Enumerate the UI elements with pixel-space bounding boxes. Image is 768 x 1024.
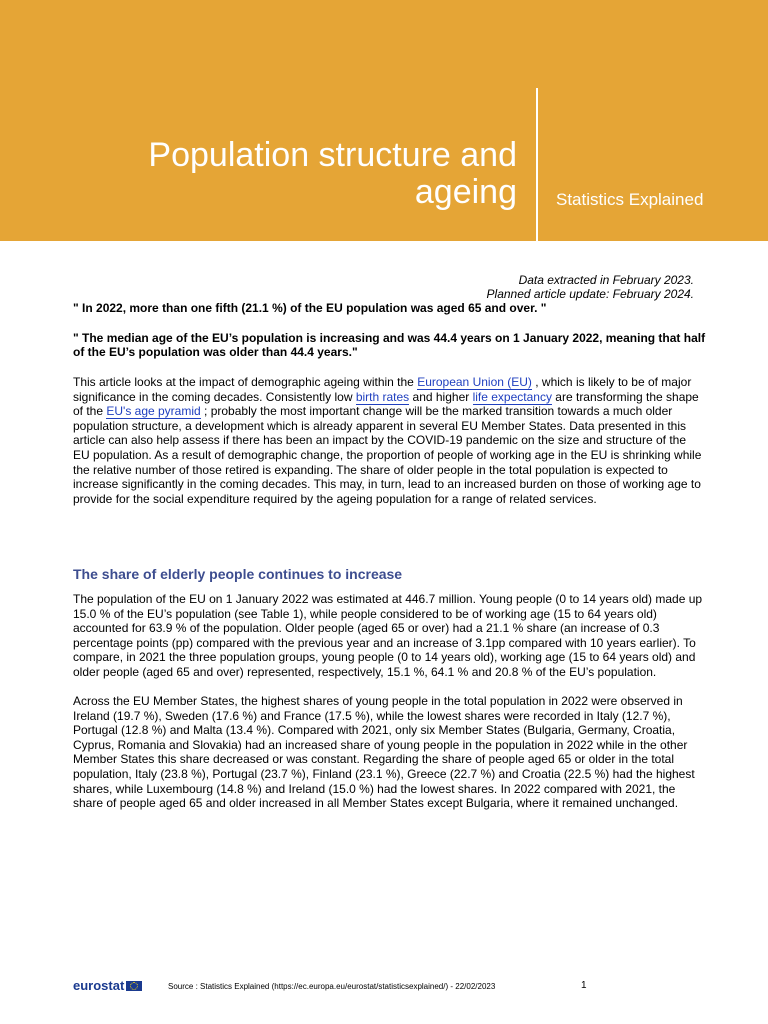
- article-meta: [487, 273, 694, 301]
- eurostat-logo: [73, 978, 142, 994]
- page-title: [148, 137, 517, 211]
- header-subtitle: Statistics Explained: [556, 190, 704, 209]
- title-line-2: ageing: [414, 173, 517, 211]
- footer-source: Source : Statistics Explained (https://ec.europa.eu/eurostat/statisticsexplained/) - 22/02/2023: [168, 982, 496, 991]
- intro-text-4: are transforming the shape of the: [73, 389, 699, 419]
- intro-paragraph: [73, 375, 705, 506]
- header-banner: [0, 0, 768, 241]
- link-european-union[interactable]: European Union (EU): [417, 375, 532, 389]
- intro-text-2: , which is likely to be of major significance in the coming decades. Consistently low: [73, 375, 692, 404]
- page-number: 1: [581, 980, 587, 991]
- section-heading: The share of elderly people continues to increase: [73, 566, 403, 582]
- title-line-1: Population structure and: [148, 136, 517, 174]
- link-age-pyramid[interactable]: EU's age pyramid: [106, 404, 201, 419]
- header-divider: [536, 88, 538, 241]
- section-paragraph-1: The population of the EU on 1 January 2022 was estimated at 446.7 million. Young people (0 to 14 years old) made up 15.0 % of the EU’s population (see Table 1), while people considered to be of working age (15 to 64 years old) accounted for 63.9 % of the population. Older people (aged 65 or over) had a 21.1 % share (an increase of 0.3 percentage points (pp) compared with the previous year and an increase of 3.1pp compared with 10 years earlier). To compare, in 2021 the three population groups, young people (0 to 14 years old), working age (15 to 64 years old) and older people (aged 65 and over) represented, respectively, 15.1 %, 64.1 % and 20.8 % of the EU’s population.: [73, 592, 703, 679]
- intro-text-1: This article looks at the impact of demographic ageing within the: [73, 375, 418, 389]
- intro-text-3: and higher: [409, 389, 473, 404]
- eurostat-wordmark: eurostat: [73, 978, 125, 993]
- eu-flag-icon: [126, 981, 142, 991]
- link-life-expectancy[interactable]: life expectancy: [472, 389, 552, 404]
- extraction-date: Data extracted in February 2023.: [518, 273, 694, 287]
- highlight-quote-1: " In 2022, more than one fifth (21.1 %) of the EU population was aged 65 and over. ": [73, 301, 547, 315]
- planned-update: Planned article update: February 2024.: [486, 287, 694, 301]
- link-birth-rates[interactable]: birth rates: [355, 389, 410, 404]
- section-paragraph-2: Across the EU Member States, the highest shares of young people in the total population in 2022 were observed in Ireland (19.7 %), Sweden (17.6 %) and France (17.5 %), while the lowest shares were recorded in Italy (12.7 %), Portugal (12.8 %) and Malta (13.4 %). Compared with 2021, only six Member States (Bulgaria, Germany, Croatia, Cyprus, Romania and Slovakia) had an increased share of young people in the population in 2022 while in the other Member States this share decreased or was constant. Regarding the share of people aged 65 or older in the total population, Italy (23.8 %), Portugal (23.7 %), Finland (23.1 %), Greece (22.7 %) and Croatia (22.5 %) had the highest shares, while Luxembourg (14.8 %) and Ireland (15.0 %) had the lowest shares. In 2022 compared with 2021, the share of people aged 65 and older increased in all Member States except Bulgaria, where it remained unchanged.: [73, 694, 695, 811]
- highlight-quote-2: " The median age of the EU’s population is increasing and was 44.4 years on 1 January 2022, meaning that half of the EU’s population was older than 44.4 years.": [73, 331, 706, 359]
- intro-text-5: ; probably the most important change will be the marked transition towards a much older population structure, a development which is already apparent in several EU Member States. Data presented in this article can also help assess if there has been an impact by the COVID-19 pandemic on the size and structure of the EU population. As a result of demographic change, the proportion of people of working age in the EU is shrinking while the relative number of those retired is expanding. The share of older people in the total population is expected to increase significantly in the coming decades. This may, in turn, lead to an increased burden on those of working age to provide for the social expenditure required by the ageing population for a range of related services.: [73, 404, 702, 506]
